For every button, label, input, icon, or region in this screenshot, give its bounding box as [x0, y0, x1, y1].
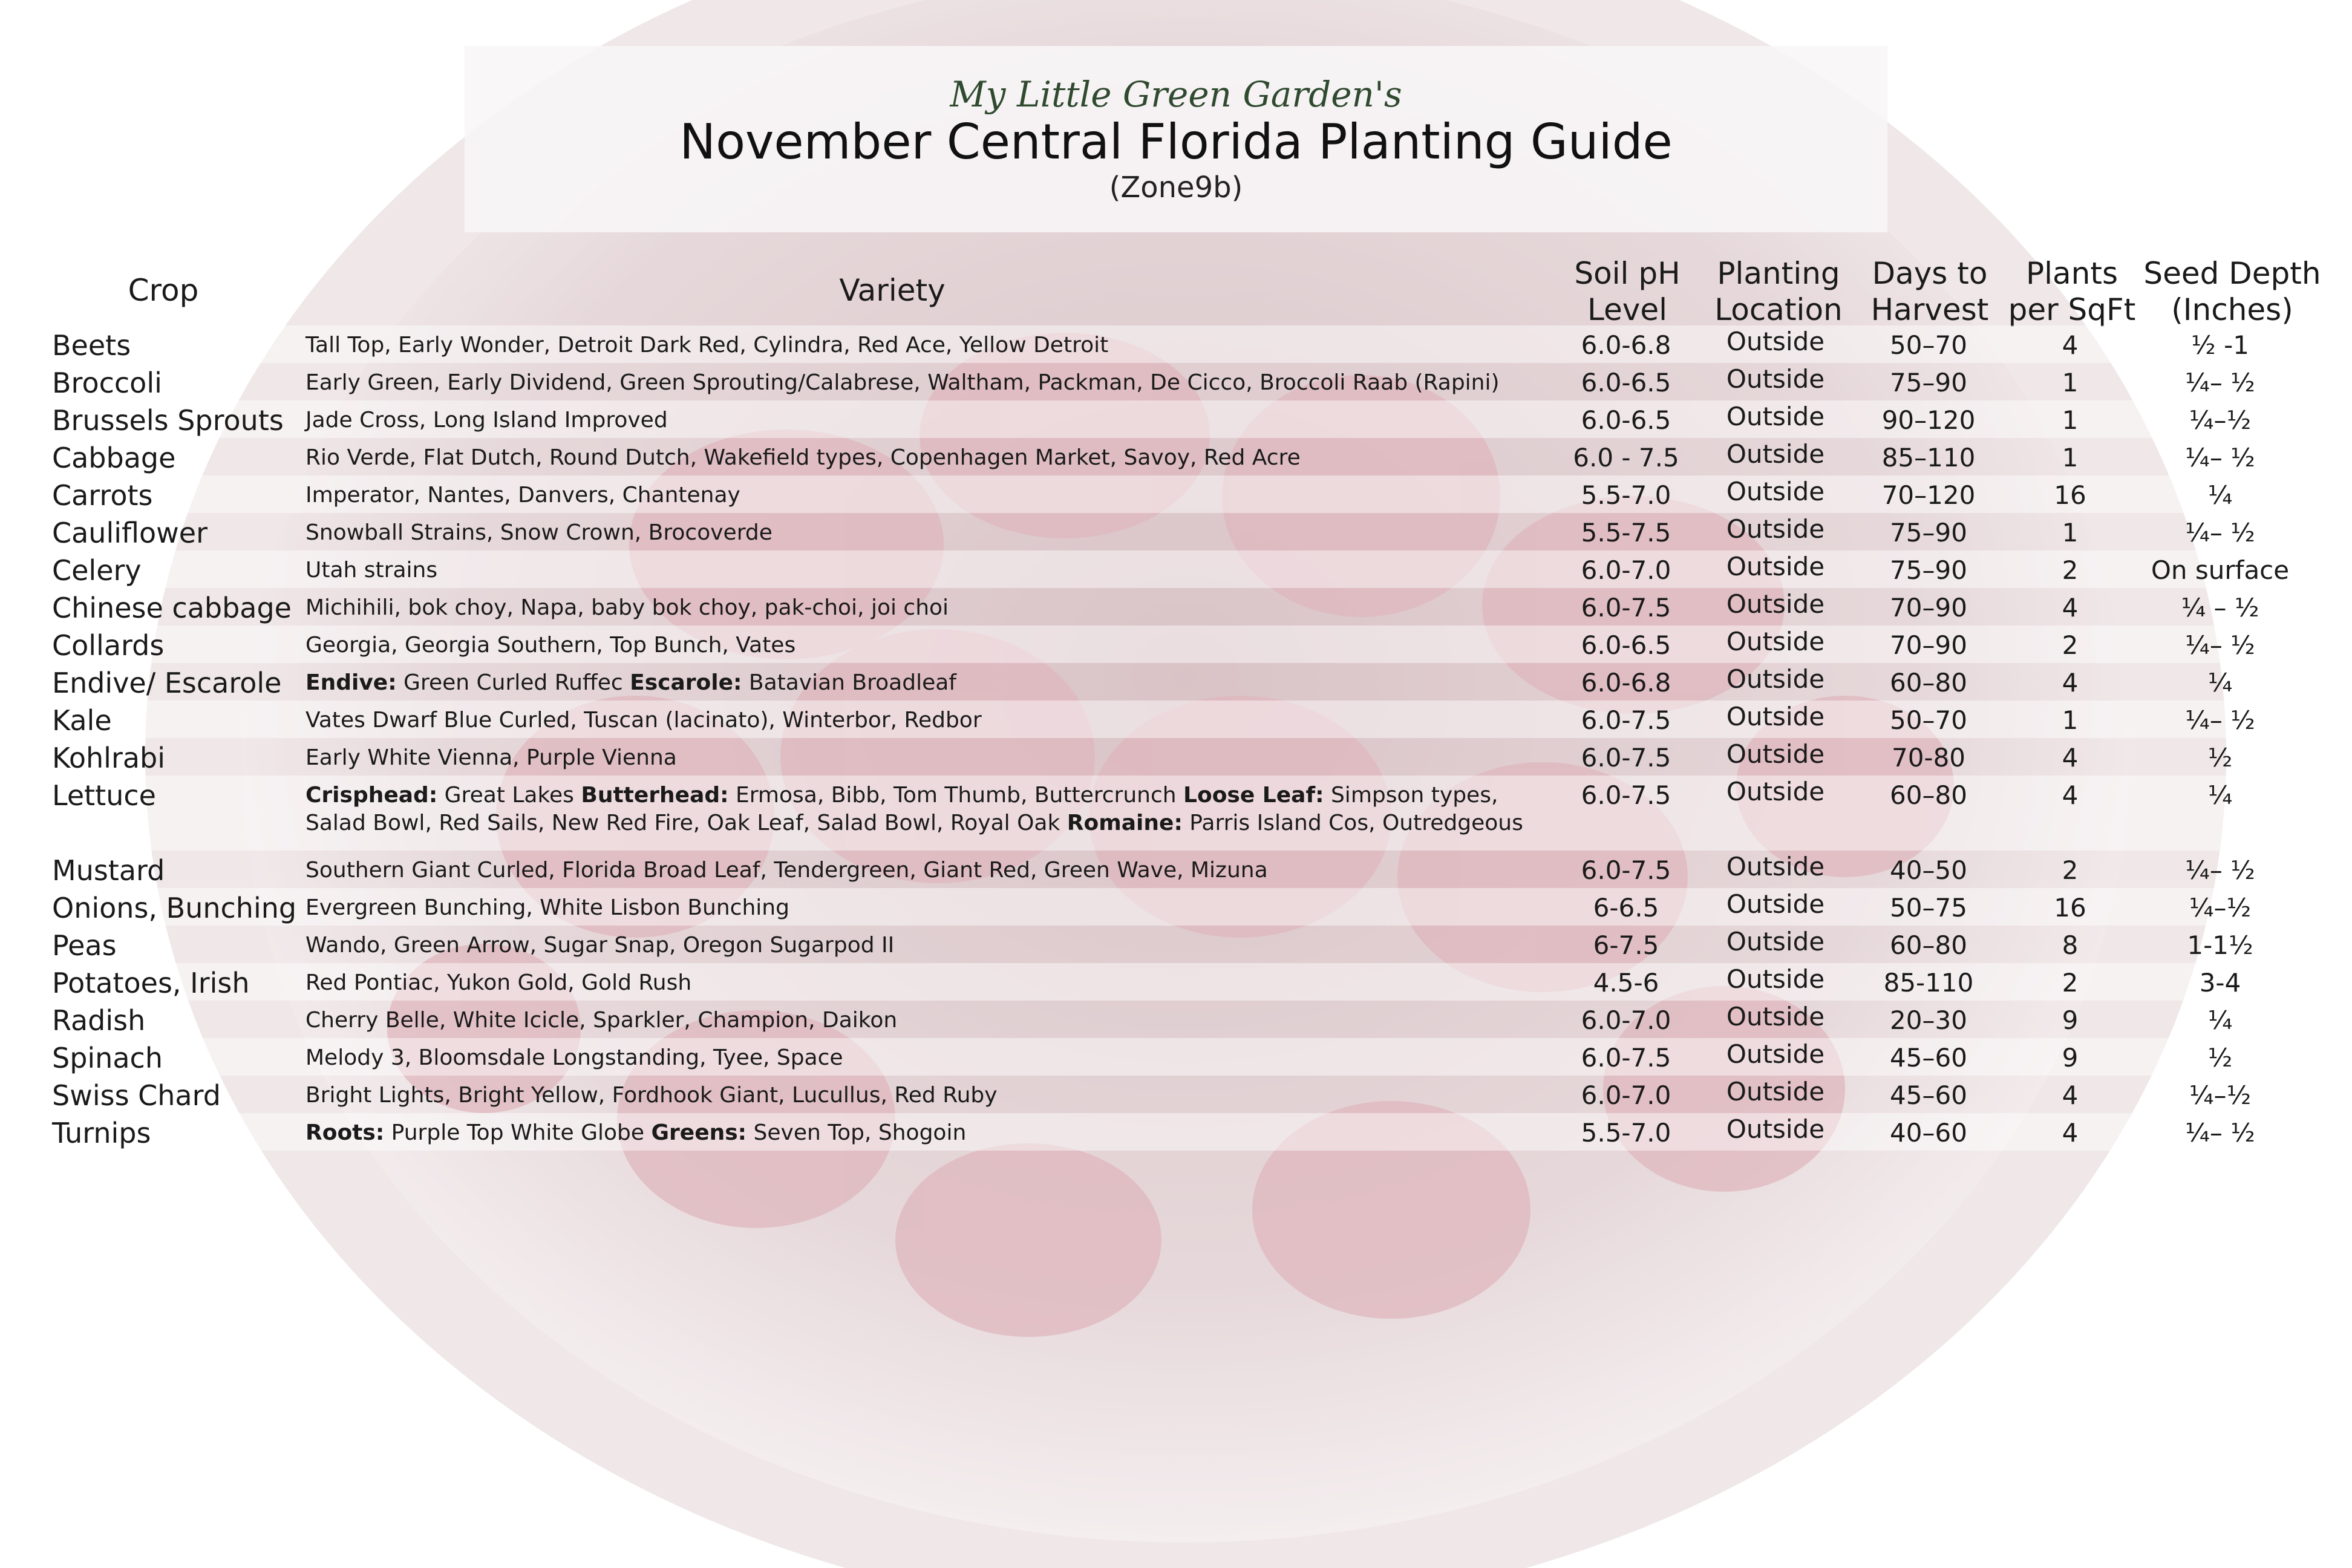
variety-text: Evergreen Bunching, White Lisbon Bunching — [305, 895, 789, 920]
seed-depth: ¼– ½ — [2185, 705, 2255, 735]
days-to-harvest: 70–90 — [1890, 630, 1967, 660]
planting-location: Outside — [1726, 664, 1825, 694]
days-to-harvest: 85-110 — [1883, 968, 1974, 998]
plants-per-sqft: 9 — [2062, 1005, 2079, 1035]
variety-text: Ermosa, Bibb, Tom Thumb, Buttercrunch — [728, 783, 1184, 808]
variety-text: Parris Island Cos, Outredgeous — [1182, 811, 1523, 835]
crop-name: Potatoes, Irish — [52, 967, 250, 999]
days-to-harvest: 40–60 — [1890, 1118, 1967, 1148]
column-header-crop: Crop — [128, 273, 199, 308]
planting-location: Outside — [1726, 1039, 1825, 1069]
table-row — [0, 400, 2352, 438]
days-to-harvest: 60–80 — [1890, 780, 1967, 810]
seed-depth: ¼ — [2207, 668, 2233, 697]
variety-list — [305, 1082, 1564, 1109]
variety-text: Utah strains — [305, 558, 438, 583]
soil-ph-level: 6-6.5 — [1593, 893, 1659, 923]
plants-per-sqft: 4 — [2062, 1080, 2079, 1110]
variety-list — [305, 1044, 1564, 1072]
soil-ph-level: 6-7.5 — [1593, 930, 1659, 960]
variety-text: Bright Lights, Bright Yellow, Fordhook Giant, Lucullus, Red Ruby — [305, 1083, 998, 1108]
plants-per-sqft: 4 — [2062, 780, 2079, 810]
crop-name: Kohlrabi — [52, 742, 166, 774]
variety-category-label: Romaine: — [1067, 811, 1183, 835]
variety-list — [305, 632, 1564, 659]
crop-name: Cabbage — [52, 442, 176, 474]
table-row — [0, 475, 2352, 513]
variety-list — [305, 407, 1564, 434]
seed-depth: ¼– ½ — [2185, 630, 2255, 660]
variety-text: Great Lakes — [437, 783, 581, 808]
planting-location: Outside — [1726, 1077, 1825, 1106]
planting-location: Outside — [1726, 439, 1825, 469]
table-row — [0, 1113, 2352, 1151]
table-row — [0, 701, 2352, 738]
variety-list — [305, 857, 1564, 884]
planting-location: Outside — [1726, 402, 1825, 431]
column-header-variety: Variety — [839, 273, 946, 308]
days-to-harvest: 45–60 — [1890, 1080, 1967, 1110]
variety-list — [305, 782, 1564, 837]
variety-list — [305, 707, 1564, 734]
plants-per-sqft: 2 — [2062, 630, 2079, 660]
days-to-harvest: 85–110 — [1881, 443, 1976, 472]
plants-per-sqft: 2 — [2062, 968, 2079, 998]
planting-location: Outside — [1726, 702, 1825, 731]
crop-name: Radish — [52, 1004, 146, 1037]
column-header-planting-location: Planting Location — [1714, 256, 1843, 327]
variety-category-label: Crisphead: — [305, 783, 438, 808]
soil-ph-level: 6.0-7.5 — [1581, 593, 1671, 622]
variety-list — [305, 669, 1564, 697]
variety-list — [305, 1007, 1564, 1034]
plants-per-sqft: 1 — [2062, 368, 2079, 397]
crop-name: Broccoli — [52, 367, 162, 399]
planting-location: Outside — [1726, 364, 1825, 394]
plants-per-sqft: 2 — [2062, 555, 2079, 585]
variety-category-label: Roots: — [305, 1120, 385, 1145]
soil-ph-level: 6.0-7.5 — [1581, 855, 1671, 885]
variety-text: Vates Dwarf Blue Curled, Tuscan (lacinato), Winterbor, Redbor — [305, 708, 982, 733]
soil-ph-level: 6.0 - 7.5 — [1573, 443, 1679, 472]
days-to-harvest: 70–90 — [1890, 593, 1967, 622]
seed-depth: ¼–½ — [2189, 1080, 2252, 1110]
crop-name: Celery — [52, 554, 142, 587]
table-row — [0, 363, 2352, 400]
seed-depth: ¼– ½ — [2185, 855, 2255, 885]
variety-list — [305, 894, 1564, 922]
plants-per-sqft: 16 — [2054, 893, 2086, 923]
days-to-harvest: 50–70 — [1890, 330, 1967, 360]
variety-text: Batavian Broadleaf — [742, 670, 956, 695]
table-row — [0, 513, 2352, 550]
seed-depth: On surface — [2151, 555, 2290, 585]
soil-ph-level: 6.0-7.0 — [1581, 555, 1671, 585]
variety-text: Tall Top, Early Wonder, Detroit Dark Red, Cylindra, Red Ace, Yellow Detroit — [305, 333, 1109, 358]
planting-location: Outside — [1726, 627, 1825, 656]
plants-per-sqft: 1 — [2062, 518, 2079, 547]
variety-list — [305, 594, 1564, 622]
table-row — [0, 1038, 2352, 1076]
variety-text: Early Green, Early Dividend, Green Sprouting/Calabrese, Waltham, Packman, De Cicco, Broccoli Raab (Rapini) — [305, 370, 1500, 395]
variety-category-label: Loose Leaf: — [1183, 783, 1324, 808]
variety-category-label: Escarole: — [630, 670, 742, 695]
plants-per-sqft: 8 — [2062, 930, 2079, 960]
table-row — [0, 963, 2352, 1001]
days-to-harvest: 75–90 — [1890, 518, 1967, 547]
crop-name: Lettuce — [52, 779, 156, 812]
days-to-harvest: 60–80 — [1890, 930, 1967, 960]
plants-per-sqft: 4 — [2062, 743, 2079, 773]
variety-list — [305, 369, 1564, 397]
brand-name: My Little Green Garden's — [950, 74, 1402, 115]
variety-text: Seven Top, Shogoin — [746, 1120, 967, 1145]
crop-name: Spinach — [52, 1042, 163, 1074]
soil-ph-level: 6.0-7.5 — [1581, 743, 1671, 773]
table-row — [0, 851, 2352, 888]
soil-ph-level: 5.5-7.5 — [1581, 518, 1671, 547]
seed-depth: ½ — [2207, 1043, 2233, 1073]
zone-subtitle: (Zone9b) — [1109, 171, 1243, 204]
variety-list — [305, 969, 1564, 997]
variety-text: Green Curled Ruffec — [396, 670, 630, 695]
table-row — [0, 325, 2352, 363]
variety-text: Simpson types, Salad Bowl, Red Sails, New Red Fire, Oak Leaf, Salad Bowl, Royal Oak — [305, 783, 1498, 835]
variety-text: Early White Vienna, Purple Vienna — [305, 745, 677, 770]
days-to-harvest: 90–120 — [1881, 405, 1976, 435]
soil-ph-level: 6.0-6.8 — [1581, 668, 1671, 697]
soil-ph-level: 6.0-7.5 — [1581, 780, 1671, 810]
variety-text: Imperator, Nantes, Danvers, Chantenay — [305, 483, 740, 508]
variety-text: Snowball Strains, Snow Crown, Brocoverde — [305, 520, 773, 545]
variety-list — [305, 519, 1564, 547]
seed-depth: ¼– ½ — [2185, 518, 2255, 547]
variety-text: Rio Verde, Flat Dutch, Round Dutch, Wakefield types, Copenhagen Market, Savoy, Red Acre — [305, 445, 1301, 470]
table-row — [0, 438, 2352, 475]
crop-name: Peas — [52, 929, 117, 962]
table-row — [0, 776, 2352, 851]
column-header-days-to-harvest: Days to Harvest — [1870, 256, 1989, 327]
soil-ph-level: 6.0-6.5 — [1581, 630, 1671, 660]
planting-location: Outside — [1726, 1002, 1825, 1031]
crop-name: Onions, Bunching — [52, 892, 297, 924]
plants-per-sqft: 1 — [2062, 443, 2079, 472]
seed-depth: ¼ – ½ — [2181, 593, 2259, 622]
crop-name: Kale — [52, 704, 112, 737]
seed-depth: ½ -1 — [2191, 330, 2249, 360]
table-row — [0, 626, 2352, 663]
seed-depth: ¼– ½ — [2185, 368, 2255, 397]
planting-location: Outside — [1726, 589, 1825, 619]
soil-ph-level: 6.0-7.0 — [1581, 1080, 1671, 1110]
plants-per-sqft: 2 — [2062, 855, 2079, 885]
soil-ph-level: 6.0-6.5 — [1581, 368, 1671, 397]
table-row — [0, 663, 2352, 701]
variety-list — [305, 744, 1564, 772]
seed-depth: ¼ — [2207, 1005, 2233, 1035]
variety-text: Southern Giant Curled, Florida Broad Leaf, Tendergreen, Giant Red, Green Wave, Mizuna — [305, 858, 1268, 883]
seed-depth: 3-4 — [2199, 968, 2241, 998]
variety-list — [305, 332, 1564, 359]
crop-name: Turnips — [52, 1117, 151, 1149]
planting-location: Outside — [1726, 1114, 1825, 1144]
table-row — [0, 888, 2352, 926]
crop-name: Beets — [52, 329, 131, 362]
planting-location: Outside — [1726, 514, 1825, 544]
plants-per-sqft: 4 — [2062, 1118, 2079, 1148]
soil-ph-level: 4.5-6 — [1593, 968, 1659, 998]
crop-name: Chinese cabbage — [52, 592, 292, 624]
soil-ph-level: 6.0-6.5 — [1581, 405, 1671, 435]
days-to-harvest: 45–60 — [1890, 1043, 1967, 1073]
days-to-harvest: 50–75 — [1890, 893, 1967, 923]
days-to-harvest: 75–90 — [1890, 555, 1967, 585]
variety-category-label: Butterhead: — [581, 783, 729, 808]
days-to-harvest: 40–50 — [1890, 855, 1967, 885]
variety-list — [305, 444, 1564, 472]
variety-list — [305, 1119, 1564, 1147]
planting-location: Outside — [1726, 777, 1825, 806]
plants-per-sqft: 9 — [2062, 1043, 2079, 1073]
plants-per-sqft: 4 — [2062, 668, 2079, 697]
variety-text: Cherry Belle, White Icicle, Sparkler, Champion, Daikon — [305, 1008, 898, 1033]
seed-depth: ¼– ½ — [2185, 1118, 2255, 1148]
seed-depth: ¼–½ — [2189, 405, 2252, 435]
soil-ph-level: 6.0-7.5 — [1581, 1043, 1671, 1073]
seed-depth: ¼–½ — [2189, 893, 2252, 923]
planting-location: Outside — [1726, 739, 1825, 769]
page-title: November Central Florida Planting Guide — [679, 114, 1673, 170]
seed-depth: ½ — [2207, 743, 2233, 773]
variety-text: Purple Top White Globe — [384, 1120, 652, 1145]
crop-name: Carrots — [52, 479, 153, 512]
days-to-harvest: 50–70 — [1890, 705, 1967, 735]
days-to-harvest: 60–80 — [1890, 668, 1967, 697]
variety-list — [305, 557, 1564, 584]
days-to-harvest: 70–120 — [1881, 480, 1976, 510]
table-row — [0, 1001, 2352, 1038]
table-row — [0, 588, 2352, 626]
planting-location: Outside — [1726, 477, 1825, 506]
crop-name: Collards — [52, 629, 165, 662]
planting-location: Outside — [1726, 327, 1825, 356]
planting-location: Outside — [1726, 889, 1825, 919]
variety-text: Wando, Green Arrow, Sugar Snap, Oregon Sugarpod II — [305, 933, 895, 958]
crop-name: Swiss Chard — [52, 1079, 221, 1112]
table-row — [0, 738, 2352, 776]
column-header-plants-per-sqft: Plants per SqFt — [2008, 256, 2136, 327]
variety-category-label: Greens: — [651, 1120, 747, 1145]
days-to-harvest: 20–30 — [1890, 1005, 1967, 1035]
variety-text: Michihili, bok choy, Napa, baby bok choy, pak-choi, joi choi — [305, 595, 949, 620]
planting-location: Outside — [1726, 964, 1825, 994]
variety-list — [305, 932, 1564, 959]
days-to-harvest: 70-80 — [1891, 743, 1966, 773]
column-header-seed-depth: Seed Depth (Inches) — [2143, 256, 2321, 327]
table-row — [0, 1076, 2352, 1113]
variety-list — [305, 482, 1564, 509]
table-row — [0, 550, 2352, 588]
soil-ph-level: 6.0-6.8 — [1581, 330, 1671, 360]
seed-depth: 1-1½ — [2187, 930, 2253, 960]
variety-text: Georgia, Georgia Southern, Top Bunch, Vates — [305, 633, 796, 658]
soil-ph-level: 6.0-7.0 — [1581, 1005, 1671, 1035]
crop-name: Endive/ Escarole — [52, 667, 282, 699]
table-row — [0, 926, 2352, 963]
planting-location: Outside — [1726, 852, 1825, 881]
crop-name: Brussels Sprouts — [52, 404, 284, 437]
planting-location: Outside — [1726, 552, 1825, 581]
soil-ph-level: 5.5-7.0 — [1581, 1118, 1671, 1148]
planting-location: Outside — [1726, 927, 1825, 956]
days-to-harvest: 75–90 — [1890, 368, 1967, 397]
seed-depth: ¼– ½ — [2185, 443, 2255, 472]
plants-per-sqft: 1 — [2062, 405, 2079, 435]
plants-per-sqft: 1 — [2062, 705, 2079, 735]
column-header-soil-ph: Soil pH Level — [1574, 256, 1681, 327]
seed-depth: ¼ — [2207, 480, 2233, 510]
soil-ph-level: 5.5-7.0 — [1581, 480, 1671, 510]
plants-per-sqft: 4 — [2062, 593, 2079, 622]
variety-text: Jade Cross, Long Island Improved — [305, 408, 668, 433]
variety-text: Red Pontiac, Yukon Gold, Gold Rush — [305, 970, 692, 995]
seed-depth: ¼ — [2207, 780, 2233, 810]
crop-name: Mustard — [52, 854, 165, 887]
variety-category-label: Endive: — [305, 670, 397, 695]
plants-per-sqft: 16 — [2054, 480, 2086, 510]
variety-text: Melody 3, Bloomsdale Longstanding, Tyee, Space — [305, 1045, 843, 1070]
plants-per-sqft: 4 — [2062, 330, 2079, 360]
crop-name: Cauliflower — [52, 517, 207, 549]
soil-ph-level: 6.0-7.5 — [1581, 705, 1671, 735]
title-banner — [465, 46, 1887, 232]
